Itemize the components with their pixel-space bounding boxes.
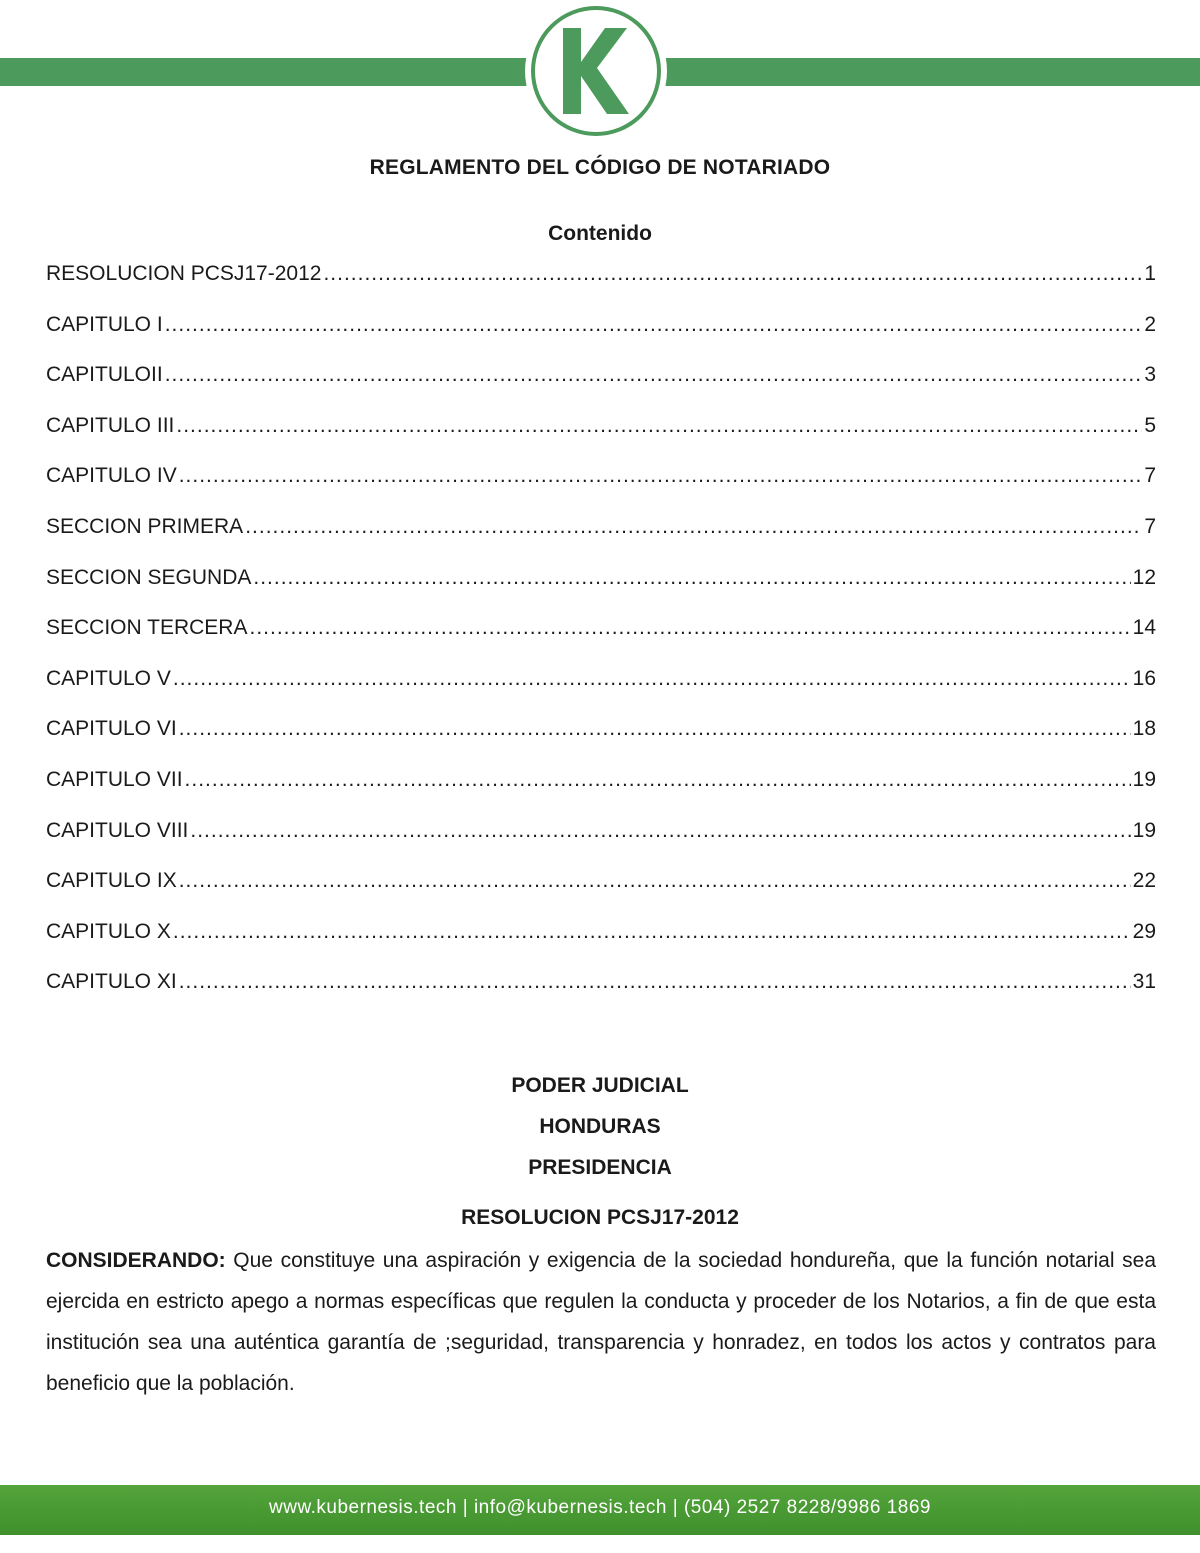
considerando-paragraph xyxy=(46,1240,1156,1404)
toc-entry[interactable] xyxy=(46,262,1156,313)
toc-entry-label: CAPITULO VIII xyxy=(46,818,189,842)
toc-leader xyxy=(245,515,1142,539)
toc-entry-page: 31 xyxy=(1132,970,1156,994)
toc-leader xyxy=(253,566,1130,590)
toc-entry[interactable] xyxy=(46,313,1156,364)
footer-contact: www.kubernesis.tech | info@kubernesis.tech | (504) 2527 8228/9986 1869 xyxy=(269,1497,931,1518)
toc-entry-label: CAPITULO X xyxy=(46,919,171,943)
toc-entry-page: 22 xyxy=(1132,869,1156,893)
toc-entry-page: 7 xyxy=(1144,464,1156,488)
table-of-contents xyxy=(46,262,1156,1021)
toc-entry-label: CAPITULO XI xyxy=(46,970,177,994)
toc-entry-page: 2 xyxy=(1144,312,1156,336)
toc-entry-label: CAPITULO VI xyxy=(46,717,177,741)
toc-entry-page: 19 xyxy=(1132,818,1156,842)
toc-entry[interactable] xyxy=(46,717,1156,768)
toc-entry-page: 3 xyxy=(1144,363,1156,387)
toc-entry-page: 5 xyxy=(1144,413,1156,437)
toc-entry-label: RESOLUCION PCSJ17-2012 xyxy=(46,262,322,285)
document-title: REGLAMENTO DEL CÓDIGO DE NOTARIADO xyxy=(369,156,831,179)
toc-entry-label: CAPITULO V xyxy=(46,666,171,690)
toc-entry[interactable] xyxy=(46,515,1156,566)
toc-entry-label: CAPITULOII xyxy=(46,363,163,387)
toc-leader xyxy=(165,363,1143,387)
toc-entry[interactable] xyxy=(46,970,1156,1021)
toc-entry-page: 12 xyxy=(1132,565,1156,589)
resolution-heading: RESOLUCION PCSJ17-2012 xyxy=(461,1206,739,1229)
toc-leader xyxy=(185,768,1131,792)
toc-leader xyxy=(176,414,1142,438)
toc-leader xyxy=(190,819,1130,843)
toc-entry[interactable] xyxy=(46,819,1156,870)
toc-entry-page: 14 xyxy=(1132,616,1156,640)
toc-leader xyxy=(323,262,1142,286)
toc-entry[interactable] xyxy=(46,363,1156,414)
toc-entry-label: CAPITULO III xyxy=(46,413,175,437)
toc-entry[interactable] xyxy=(46,566,1156,617)
toc-entry-page: 1 xyxy=(1144,262,1156,285)
toc-entry-label: SECCION SEGUNDA xyxy=(46,565,252,589)
toc-leader xyxy=(179,970,1131,994)
toc-entry-page: 7 xyxy=(1144,514,1156,538)
toc-entry-page: 16 xyxy=(1132,666,1156,690)
toc-entry[interactable] xyxy=(46,768,1156,819)
toc-entry[interactable] xyxy=(46,667,1156,718)
toc-entry-page: 18 xyxy=(1132,717,1156,741)
toc-entry[interactable] xyxy=(46,464,1156,515)
toc-leader xyxy=(173,667,1131,691)
toc-heading: Contenido xyxy=(548,222,652,245)
toc-entry-label: CAPITULO I xyxy=(46,312,163,336)
toc-entry[interactable] xyxy=(46,869,1156,920)
toc-entry-label: CAPITULO IX xyxy=(46,869,177,893)
institution-line-3: PRESIDENCIA xyxy=(528,1156,672,1179)
k-logo-icon xyxy=(559,26,633,116)
toc-leader xyxy=(165,313,1143,337)
toc-leader xyxy=(179,869,1131,893)
toc-entry[interactable] xyxy=(46,920,1156,971)
toc-entry-label: SECCION PRIMERA xyxy=(46,514,244,538)
toc-entry-label: CAPITULO VII xyxy=(46,767,183,791)
institution-line-2: HONDURAS xyxy=(539,1115,661,1138)
logo xyxy=(525,0,667,142)
considerando-label: CONSIDERANDO: xyxy=(46,1249,226,1272)
toc-entry[interactable] xyxy=(46,616,1156,667)
toc-entry-page: 29 xyxy=(1132,919,1156,943)
toc-entry-page: 19 xyxy=(1132,767,1156,791)
toc-entry-label: SECCION TERCERA xyxy=(46,616,248,640)
toc-leader xyxy=(179,464,1143,488)
toc-leader xyxy=(179,717,1131,741)
toc-entry-label: CAPITULO IV xyxy=(46,464,177,488)
toc-leader xyxy=(173,920,1131,944)
toc-leader xyxy=(249,616,1130,640)
toc-entry[interactable] xyxy=(46,414,1156,465)
institution-line-1: PODER JUDICIAL xyxy=(511,1074,689,1097)
considerando-text: Que constituye una aspiración y exigencia de la sociedad hondureña, que la función notarial sea ejercida en estricto apego a normas específicas que regulen la conducta y proceder de los Notarios, a fin de que esta institución sea una auténtica garantía de ;seguridad, transparencia y honradez, en todos los actos y contratos para beneficio que la población. xyxy=(46,1249,1156,1395)
